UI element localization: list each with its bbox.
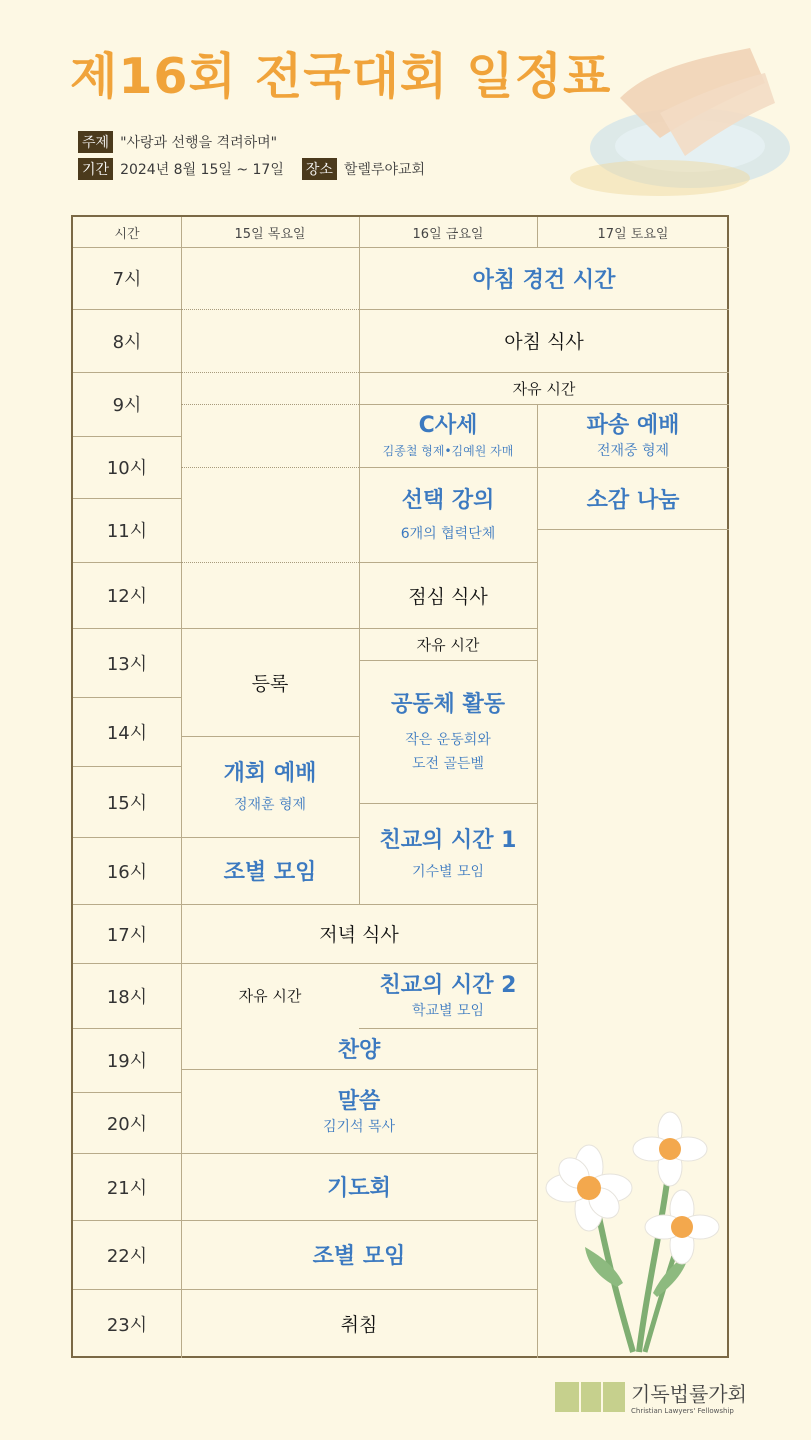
hour-label: 21시 bbox=[106, 1177, 148, 1199]
hour-label: 12시 bbox=[106, 586, 148, 607]
header-time: 시간 bbox=[114, 226, 140, 242]
hour-label: 16시 bbox=[106, 861, 148, 883]
event-sending-worship: 파송 예배 전재중 형제 bbox=[586, 413, 680, 459]
header-saturday: 17일 토요일 bbox=[597, 226, 669, 242]
page-title: 제16회 전국대회 일정표 bbox=[70, 48, 612, 105]
event-bedtime: 취침 bbox=[340, 1314, 378, 1336]
theme-row bbox=[78, 131, 295, 153]
event-sermon: 말씀 김기석 목사 bbox=[322, 1088, 396, 1135]
org-logo bbox=[555, 1378, 747, 1415]
event-sharing: 소감 나눔 bbox=[586, 487, 680, 513]
event-free-time: 자유 시간 bbox=[238, 987, 302, 1005]
event-registration: 등록 bbox=[251, 672, 289, 695]
event-praise: 찬양 bbox=[337, 1038, 381, 1063]
event-dinner: 저녁 식사 bbox=[319, 924, 399, 946]
place-label: 장소 bbox=[302, 158, 337, 180]
hour-label: 17시 bbox=[106, 924, 148, 946]
theme-label: 주제 bbox=[78, 131, 113, 153]
header-thursday: 15일 목요일 bbox=[234, 226, 306, 242]
hour-label: 7시 bbox=[112, 269, 142, 290]
hour-label: 11시 bbox=[106, 521, 148, 542]
event-group-meeting: 조별 모임 bbox=[223, 860, 317, 885]
event-morning-devotion: 아침 경건 시간 bbox=[472, 267, 616, 293]
event-group-meeting: 조별 모임 bbox=[312, 1244, 406, 1269]
schedule-table bbox=[71, 215, 729, 1358]
event-free-time: 자유 시간 bbox=[416, 635, 480, 654]
hour-label: 18시 bbox=[106, 986, 148, 1008]
period-value: 2024년 8월 15일 ~ 17일 bbox=[120, 162, 284, 178]
event-community-activity: 공동체 활동 작은 운동회와 도전 골든벨 bbox=[391, 692, 505, 772]
place-value: 할렐루야교회 bbox=[343, 162, 426, 178]
event-fellowship-1: 친교의 시간 1 기수별 모임 bbox=[379, 828, 517, 880]
logo-mark-icon bbox=[555, 1382, 625, 1412]
hour-label: 15시 bbox=[106, 792, 148, 814]
org-english-name: Christian Lawyers' Fellowship bbox=[631, 1407, 734, 1415]
event-lunch: 점심 식사 bbox=[408, 585, 488, 608]
event-breakfast: 아침 식사 bbox=[504, 331, 584, 353]
hour-label: 23시 bbox=[106, 1314, 148, 1336]
hour-label: 19시 bbox=[106, 1051, 148, 1072]
event-csase: C사세 김종철 형제•김예원 자매 bbox=[382, 413, 514, 458]
theme-value: "사랑과 선행을 격려하며" bbox=[120, 135, 278, 151]
hour-label: 13시 bbox=[106, 653, 148, 675]
hour-label: 22시 bbox=[106, 1245, 148, 1267]
event-fellowship-2: 친교의 시간 2 학교별 모임 bbox=[379, 973, 517, 1019]
feet-in-water-illustration bbox=[550, 38, 790, 208]
event-elective-lecture: 선택 강의 6개의 협력단체 bbox=[400, 488, 496, 542]
hour-label: 9시 bbox=[112, 395, 142, 416]
period-label: 기간 bbox=[78, 158, 113, 180]
header-friday: 16일 금요일 bbox=[412, 226, 484, 242]
hour-label: 10시 bbox=[106, 458, 148, 479]
event-opening-worship: 개회 예배 정재훈 형제 bbox=[223, 761, 317, 813]
event-prayer: 기도회 bbox=[327, 1176, 391, 1201]
event-free-time: 자유 시간 bbox=[512, 379, 576, 398]
hour-label: 14시 bbox=[106, 722, 148, 744]
period-row bbox=[78, 158, 443, 180]
hour-label: 20시 bbox=[106, 1113, 148, 1135]
hour-label: 8시 bbox=[112, 331, 142, 353]
flower-illustration bbox=[537, 1087, 729, 1358]
org-name: 기독법률가회 bbox=[631, 1382, 747, 1406]
